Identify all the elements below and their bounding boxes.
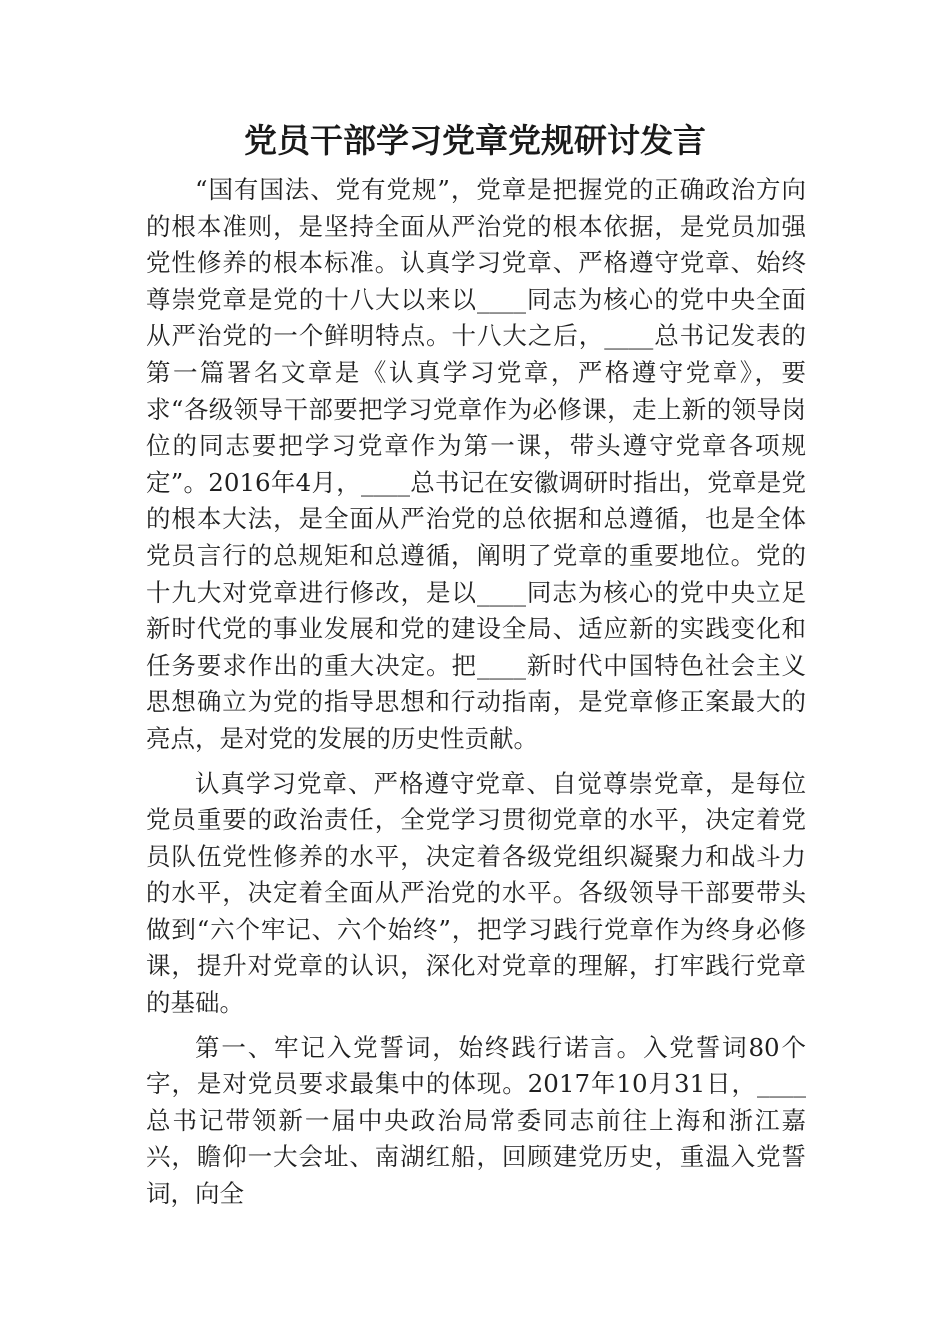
paragraph-1: “国有国法、党有党规”，党章是把握党的正确政治方向的根本准则，是坚持全面从严治党的根本依据，是党员加强党性修养的根本标准。认真学习党章、严格遵守党章、始终尊崇党章是党的十八大以来以____同志为核心的党中央全面从严治党的一个鲜明特点。十八大之后，____总书记发表的第一篇署名文章是《认真学习党章，严格遵守党章》，要求“各级领导干部要把学习党章作为必修课，走上新的领导岗位的同志要把学习党章作为第一课，带头遵守党章各项规定”。2016年4月，____总书记在安徽调研时指出，党章是党的根本大法，是全面从严治党的总依据和总遵循，也是全体党员言行的总规矩和总遵循，阐明了党章的重要地位。党的十九大对党章进行修改，是以____同志为核心的党中央立足新时代党的事业发展和党的建设全局、适应新的实践变化和任务要求作出的重大决定。把____新时代中国特色社会主义思想确立为党的指导思想和行动指南，是党章修正案最大的亮点，是对党的发展的历史性贡献。 xyxy=(146,175,806,753)
document-body xyxy=(146,172,806,1221)
paragraph-2: 认真学习党章、严格遵守党章、自觉尊崇党章，是每位党员重要的政治责任，全党学习贯彻党章的水平，决定着党员队伍党性修养的水平，决定着各级党组织凝聚力和战斗力的水平，决定着全面从严治党的水平。各级领导干部要带头做到“六个牢记、六个始终”，把学习践行党章作为终身必修课，提升对党章的认识，深化对党章的理解，打牢践行党章的基础。 xyxy=(146,768,806,1018)
document-title: 党员干部学习党章党规研讨发言 xyxy=(244,121,706,160)
paragraph-3: 第一、牢记入党誓词，始终践行诺言。入党誓词80个字，是对党员要求最集中的体现。2017年10月31日，____总书记带领新一届中央政治局常委同志前往上海和浙江嘉兴，瞻仰一大会址、南湖红船，回顾建党历史，重温入党誓词，向全 xyxy=(146,1032,806,1209)
